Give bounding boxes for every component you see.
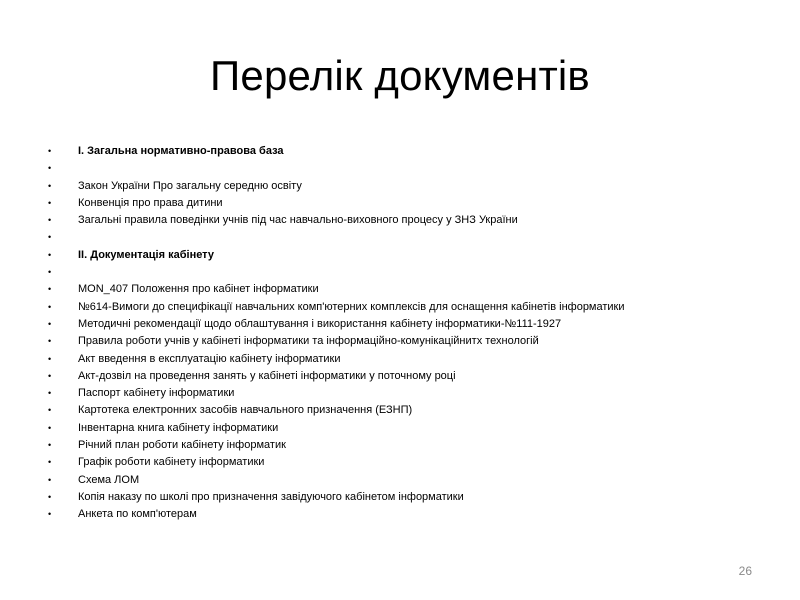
bullet-icon: • <box>48 197 52 208</box>
list-item <box>44 281 764 298</box>
section-heading <box>44 247 764 264</box>
list-item-text: Графік роботи кабінету інформатики <box>78 456 265 469</box>
bullet-icon: • <box>48 215 52 226</box>
bullet-icon: • <box>48 284 52 295</box>
section-heading <box>44 143 764 160</box>
list-item-text: Методичні рекомендації щодо облаштування і використання кабінету інформатики-№111-1927 <box>78 317 562 330</box>
bullet-icon: • <box>48 509 52 520</box>
list-item <box>44 368 764 385</box>
list-item-text: Схема ЛОМ <box>78 473 140 486</box>
bullet-icon: • <box>48 163 52 174</box>
bullet-icon: • <box>48 318 52 329</box>
bullet-icon: • <box>48 180 52 191</box>
list-item <box>44 316 764 333</box>
bullet-icon: • <box>48 491 52 502</box>
list-item-text: Паспорт кабінету інформатики <box>78 387 235 400</box>
list-item <box>44 506 764 523</box>
bullet-icon: • <box>48 474 52 485</box>
list-item-text: Копія наказу по школі про призначення завідуючого кабінетом інформатики <box>78 490 464 503</box>
list-item-text: MON_407 Положення про кабінет інформатики <box>78 283 319 296</box>
list-item-text: №614-Вимоги до специфікації навчальних комп'ютерних комплексів для оснащення кабінетів інформатики <box>78 300 625 313</box>
list-item <box>44 333 764 350</box>
bullet-icon: • <box>48 388 52 399</box>
list-item-text: Правила роботи учнів у кабінеті інформатики та інформаційно-комунікаційнитх технологій <box>78 335 539 348</box>
bullet-icon: • <box>48 457 52 468</box>
list-spacer <box>44 264 764 281</box>
list-item <box>44 351 764 368</box>
list-item-text: Акт-дозвіл на проведення занять у кабінеті інформатики у поточному році <box>78 369 456 382</box>
bullet-icon: • <box>48 370 52 381</box>
bullet-icon: • <box>48 422 52 433</box>
list-item-text: Загальні правила поведінки учнів під час навчально-виховного процесу у ЗНЗ України <box>78 214 518 227</box>
list-item-text: Річний план роботи кабінету інформатик <box>78 439 286 452</box>
document-list <box>44 143 764 524</box>
list-item <box>44 437 764 454</box>
bullet-icon: • <box>48 353 52 364</box>
list-item-text: Картотека електронних засобів навчального призначення (ЕЗНП) <box>78 404 413 417</box>
section-heading-text: ІІ. Документація кабінету <box>78 248 214 261</box>
list-item <box>44 454 764 471</box>
bullet-icon: • <box>48 146 52 156</box>
list-item-text: Акт введення в експлуатацію кабінету інформатики <box>78 352 341 365</box>
list-item <box>44 420 764 437</box>
list-item <box>44 489 764 506</box>
list-item <box>44 299 764 316</box>
list-item-text: Анкета по комп'ютерам <box>78 508 197 521</box>
list-item <box>44 178 764 195</box>
slide-title: Перелік документів <box>210 52 590 99</box>
bullet-icon: • <box>48 267 52 278</box>
bullet-icon: • <box>48 336 52 347</box>
list-item <box>44 195 764 212</box>
bullet-icon: • <box>48 249 52 260</box>
section-heading-text: І. Загальна нормативно-правова база <box>78 145 284 157</box>
list-item-text: Закон України Про загальну середню освіту <box>78 179 302 192</box>
list-item <box>44 472 764 489</box>
bullet-icon: • <box>48 301 52 312</box>
list-spacer <box>44 229 764 246</box>
list-item <box>44 212 764 229</box>
list-item-text: Конвенція про права дитини <box>78 196 223 209</box>
list-item-text: Інвентарна книга кабінету інформатики <box>78 421 279 434</box>
page-number: 26 <box>738 564 752 578</box>
list-item <box>44 385 764 402</box>
list-item <box>44 402 764 419</box>
bullet-icon: • <box>48 405 52 416</box>
bullet-icon: • <box>48 440 52 451</box>
list-spacer <box>44 160 764 177</box>
bullet-icon: • <box>48 232 52 243</box>
